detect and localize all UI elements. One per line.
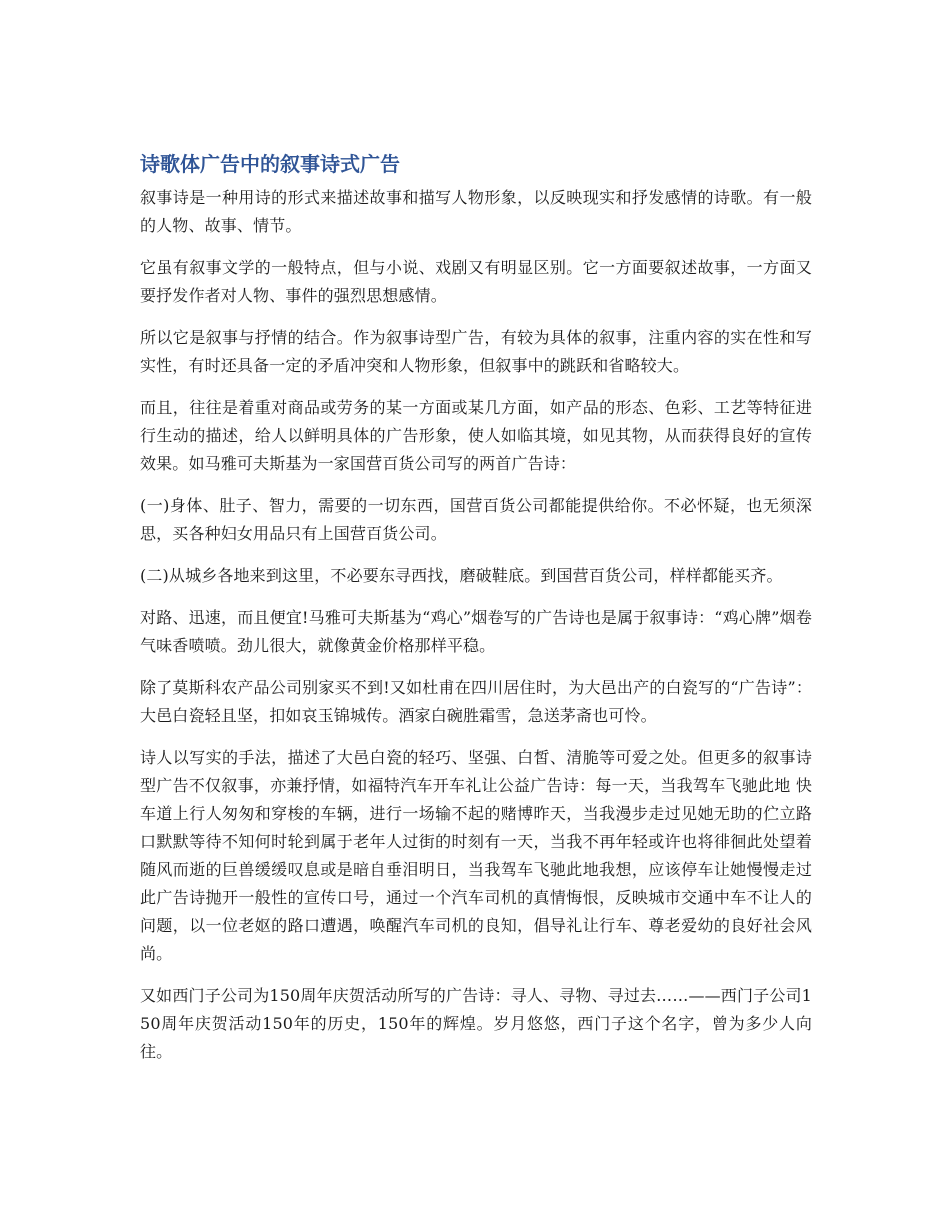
- paragraph-2: 它虽有叙事文学的一般特点，但与小说、戏剧又有明显区别。它一方面要叙述故事，一方面又要抒发作者对人物、事件的强烈思想感情。: [140, 258, 812, 305]
- paragraph-6: (二)从城乡各地来到这里，不必要东寻西找，磨破鞋底。到国营百货公司，样样都能买齐。: [140, 566, 783, 585]
- document-title: 诗歌体广告中的叙事诗式广告: [140, 152, 400, 176]
- paragraph-4: 而且，往往是着重对商品或劳务的某一方面或某几方面，如产品的形态、色彩、工艺等特征进行生动的描述，给人以鲜明具体的广告形象，使人如临其境，如见其物，从而获得良好的宣传效果。如马雅可夫斯基为一家国营百货公司写的两首广告诗：: [140, 398, 812, 473]
- document-page: [140, 150, 829, 1080]
- paragraph-7: 对路、迅速，而且便宜!马雅可夫斯基为“鸡心”烟卷写的广告诗也是属于叙事诗：“鸡心牌”烟卷气味香喷喷。劲儿很大，就像黄金价格那样平稳。: [140, 608, 812, 655]
- paragraph-8: 除了莫斯科农产品公司别家买不到!又如杜甫在四川居住时，为大邑出产的白瓷写的“广告诗”：大邑白瓷轻且坚，扣如哀玉锦城传。酒家白碗胜霜雪，急送茅斋也可怜。: [140, 678, 812, 725]
- paragraph-10: 又如西门子公司为150周年庆贺活动所写的广告诗：寻人、寻物、寻过去……——西门子公司150周年庆贺活动150年的历史，150年的辉煌。岁月悠悠，西门子这个名字，曾为多少人向往。: [140, 986, 812, 1061]
- paragraph-5: (一)身体、肚子、智力，需要的一切东西，国营百货公司都能提供给你。不必怀疑，也无须深思，买各种妇女用品只有上国营百货公司。: [140, 496, 812, 543]
- paragraph-3: 所以它是叙事与抒情的结合。作为叙事诗型广告，有较为具体的叙事，注重内容的实在性和写实性，有时还具备一定的矛盾冲突和人物形象，但叙事中的跳跃和省略较大。: [140, 328, 812, 375]
- paragraph-9: 诗人以写实的手法，描述了大邑白瓷的轻巧、坚强、白皙、清脆等可爱之处。但更多的叙事诗型广告不仅叙事，亦兼抒情，如福特汽车开车礼让公益广告诗：每一天，当我驾车飞驰此地 快车道上行人匆匆和穿梭的车辆，进行一场输不起的赌博昨天，当我漫步走过见她无助的伫立路口默默等待不知何时轮到属于老年人过街的时刻有一天，当我不再年轻或许也将徘徊此处望着随风而逝的巨兽缓缓叹息或是暗自垂泪明日，当我驾车飞驰此地我想，应该停车让她慢慢走过 此广告诗抛开一般性的宣传口号，通过一个汽车司机的真情悔恨，反映城市交通中车不让人的问题，以一位老妪的路口遭遇，唤醒汽车司机的良知，倡导礼让行车、尊老爱幼的良好社会风尚。: [140, 748, 829, 963]
- paragraph-1: 叙事诗是一种用诗的形式来描述故事和描写人物形象，以反映现实和抒发感情的诗歌。有一般的人物、故事、情节。: [140, 188, 812, 235]
